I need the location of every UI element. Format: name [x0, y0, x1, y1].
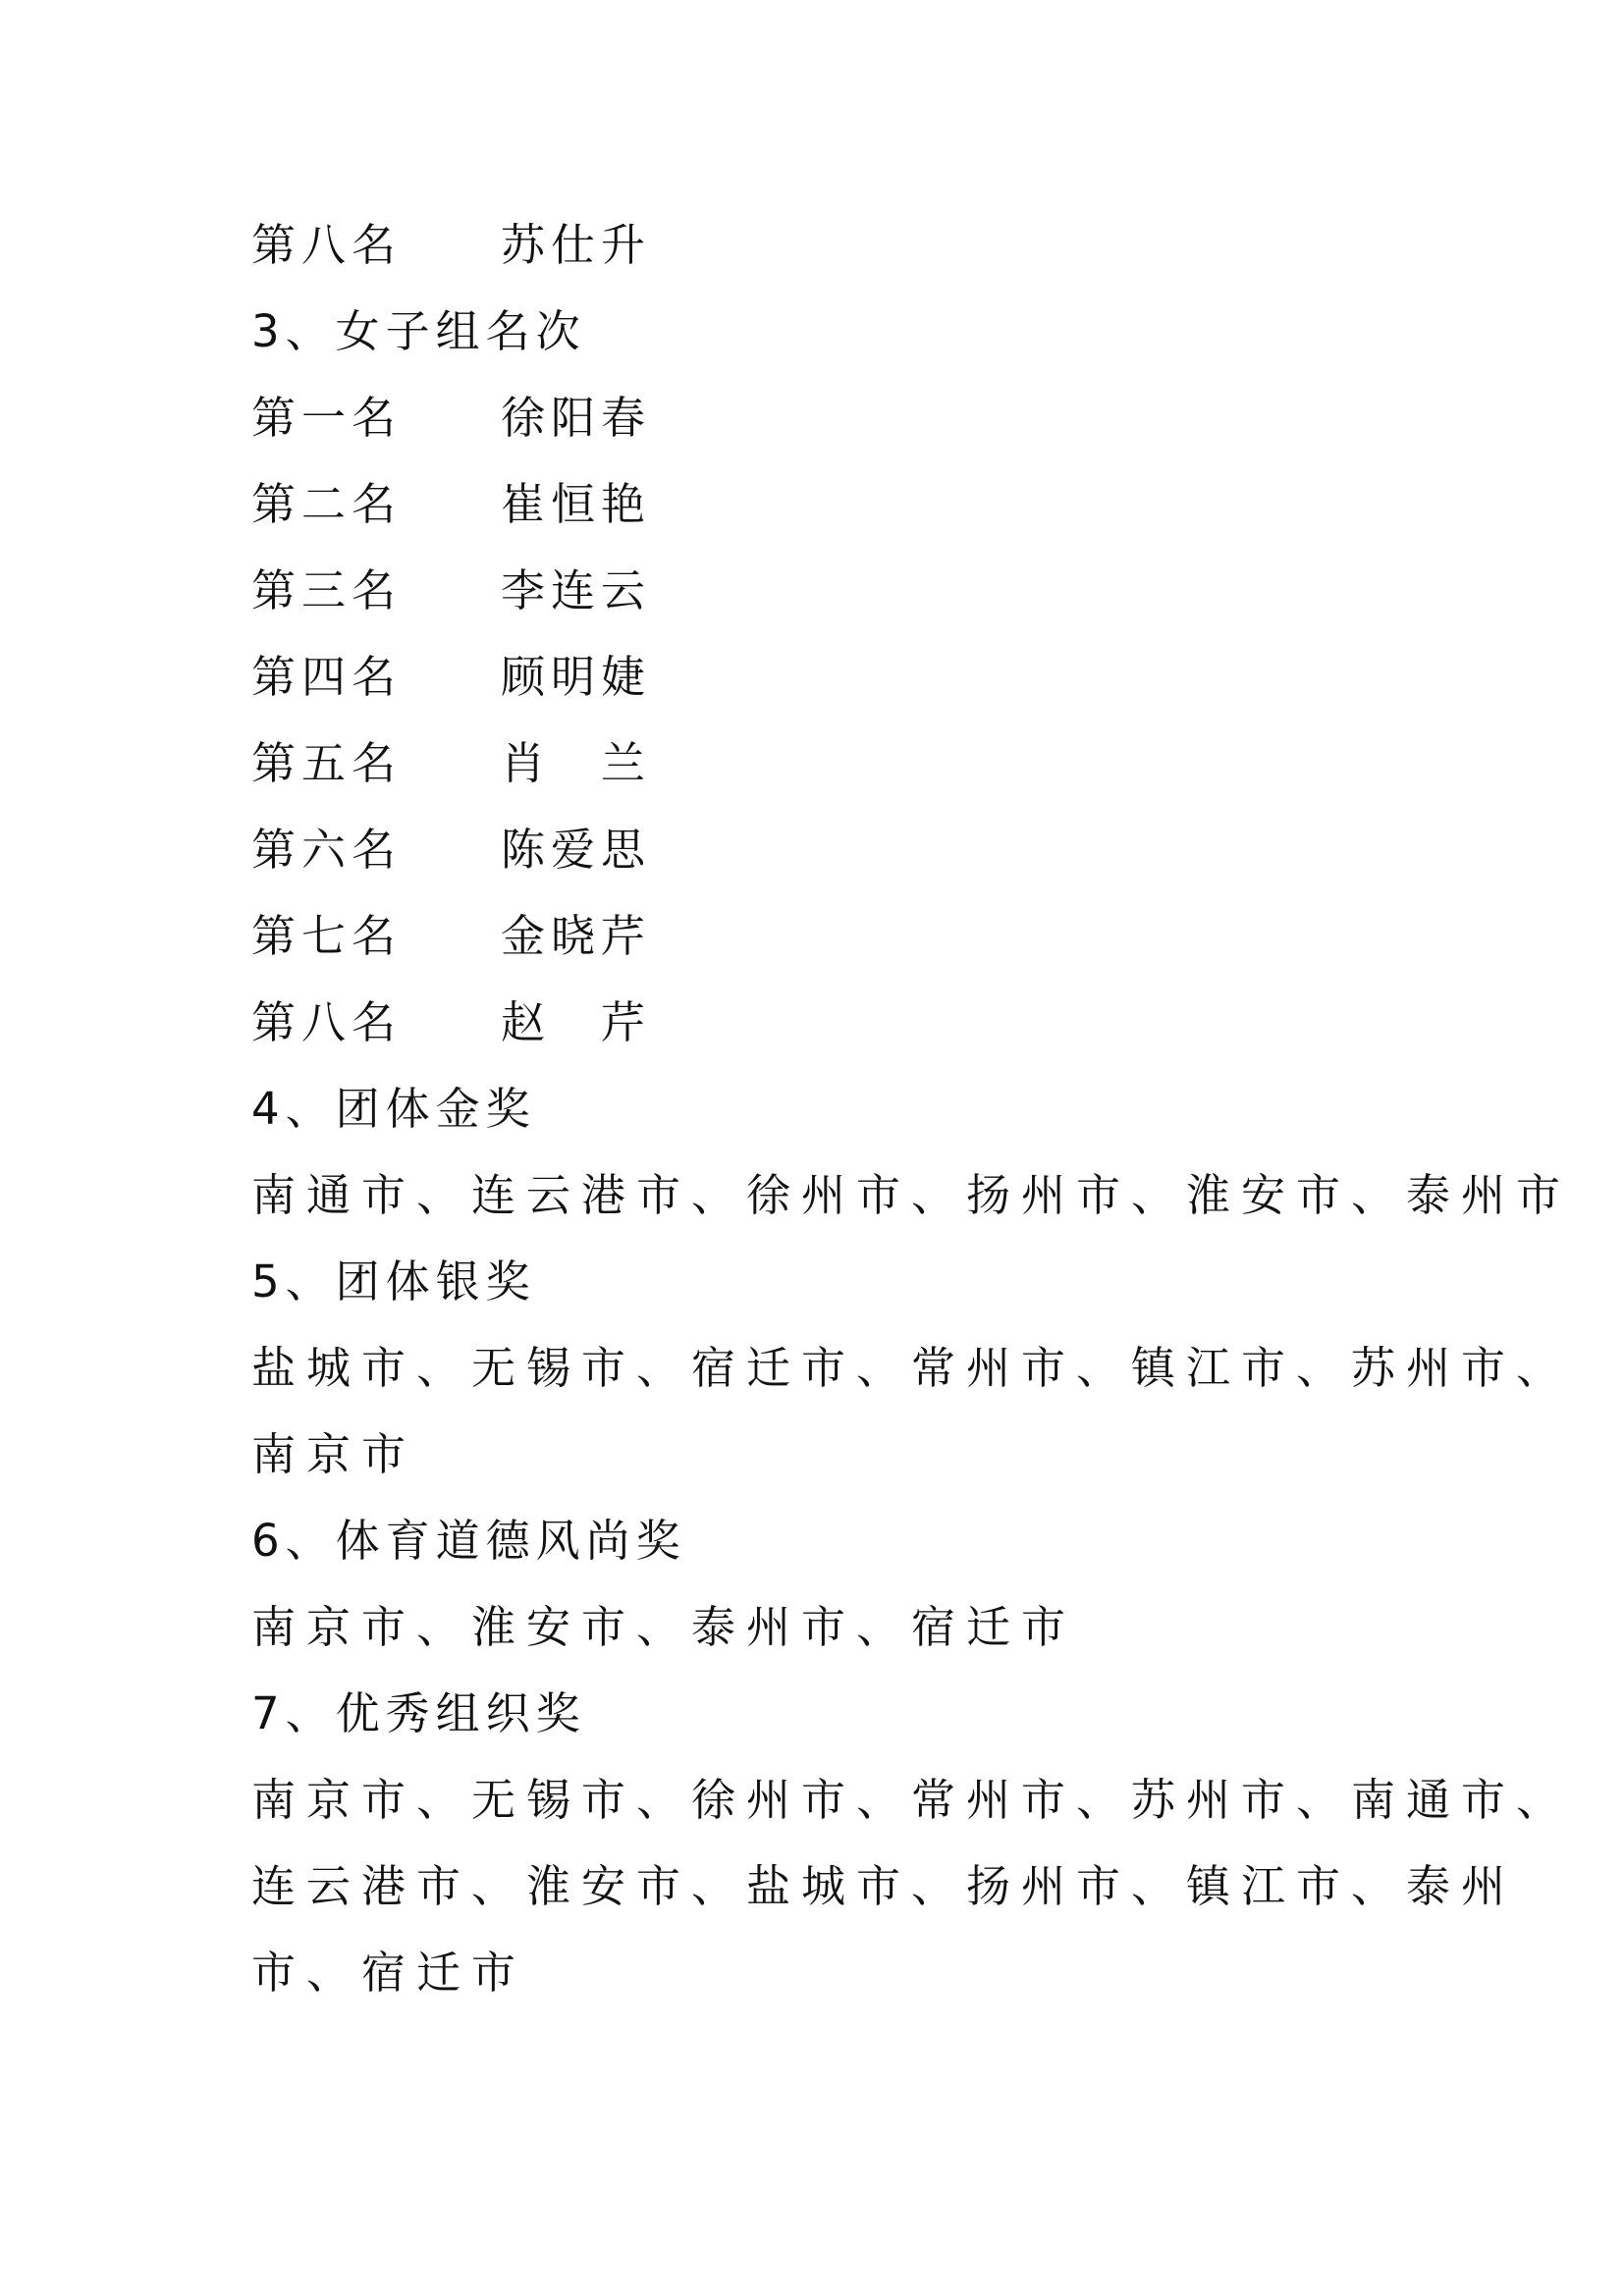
- athlete-name: 崔恒艳: [501, 478, 652, 530]
- rank-row: [251, 461, 1410, 548]
- rank-row: [251, 548, 1410, 634]
- athlete-name: 金晓芹: [501, 910, 652, 962]
- athlete-name: 徐阳春: [501, 392, 652, 444]
- award-cities-line: 南京市、淮安市、泰州市、宿迁市: [251, 1601, 1077, 1653]
- athlete-name: 苏仕升: [501, 219, 652, 271]
- award-cities-line: 盐城市、无锡市、宿迁市、常州市、镇江市、苏州市、: [251, 1342, 1572, 1394]
- rank-label: 第七名: [251, 910, 403, 962]
- athlete-name: 肖 兰: [501, 737, 652, 789]
- award-cities-line: 连云港市、淮安市、盐城市、扬州市、镇江市、泰州: [251, 1860, 1517, 1912]
- rank-row: [251, 807, 1410, 893]
- section-heading-organization: 7、优秀组织奖: [251, 1687, 586, 1739]
- rank-row: [251, 980, 1410, 1066]
- award-cities-line: 市、宿迁市: [251, 1947, 527, 1999]
- rank-row: [251, 202, 1410, 289]
- award-cities-line: 南京市: [251, 1428, 417, 1480]
- rank-label: 第八名: [251, 996, 403, 1048]
- rank-label: 第八名: [251, 219, 403, 271]
- section-heading-sportsmanship: 6、体育道德风尚奖: [251, 1515, 686, 1567]
- section-heading-team-gold: 4、团体金奖: [251, 1083, 536, 1135]
- rank-row: [251, 375, 1410, 461]
- rank-row: [251, 634, 1410, 721]
- rank-label: 第六名: [251, 824, 403, 876]
- rank-row: [251, 893, 1410, 980]
- award-cities-line: 南京市、无锡市、徐州市、常州市、苏州市、南通市、: [251, 1774, 1572, 1826]
- rank-label: 第五名: [251, 737, 403, 789]
- athlete-name: 李连云: [501, 564, 652, 616]
- athlete-name: 陈爱思: [501, 824, 652, 876]
- section-heading-team-silver: 5、团体银奖: [251, 1255, 536, 1308]
- rank-label: 第四名: [251, 651, 403, 703]
- athlete-name: 赵 芹: [501, 996, 652, 1048]
- athlete-name: 顾明婕: [501, 651, 652, 703]
- rank-label: 第二名: [251, 478, 403, 530]
- rank-label: 第三名: [251, 564, 403, 616]
- award-cities-line: 南通市、连云港市、徐州市、扬州市、淮安市、泰州市: [251, 1169, 1572, 1221]
- rank-label: 第一名: [251, 392, 403, 444]
- rank-row: [251, 721, 1410, 807]
- section-heading-women: 3、女子组名次: [251, 305, 586, 357]
- document-body: [251, 202, 1572, 2016]
